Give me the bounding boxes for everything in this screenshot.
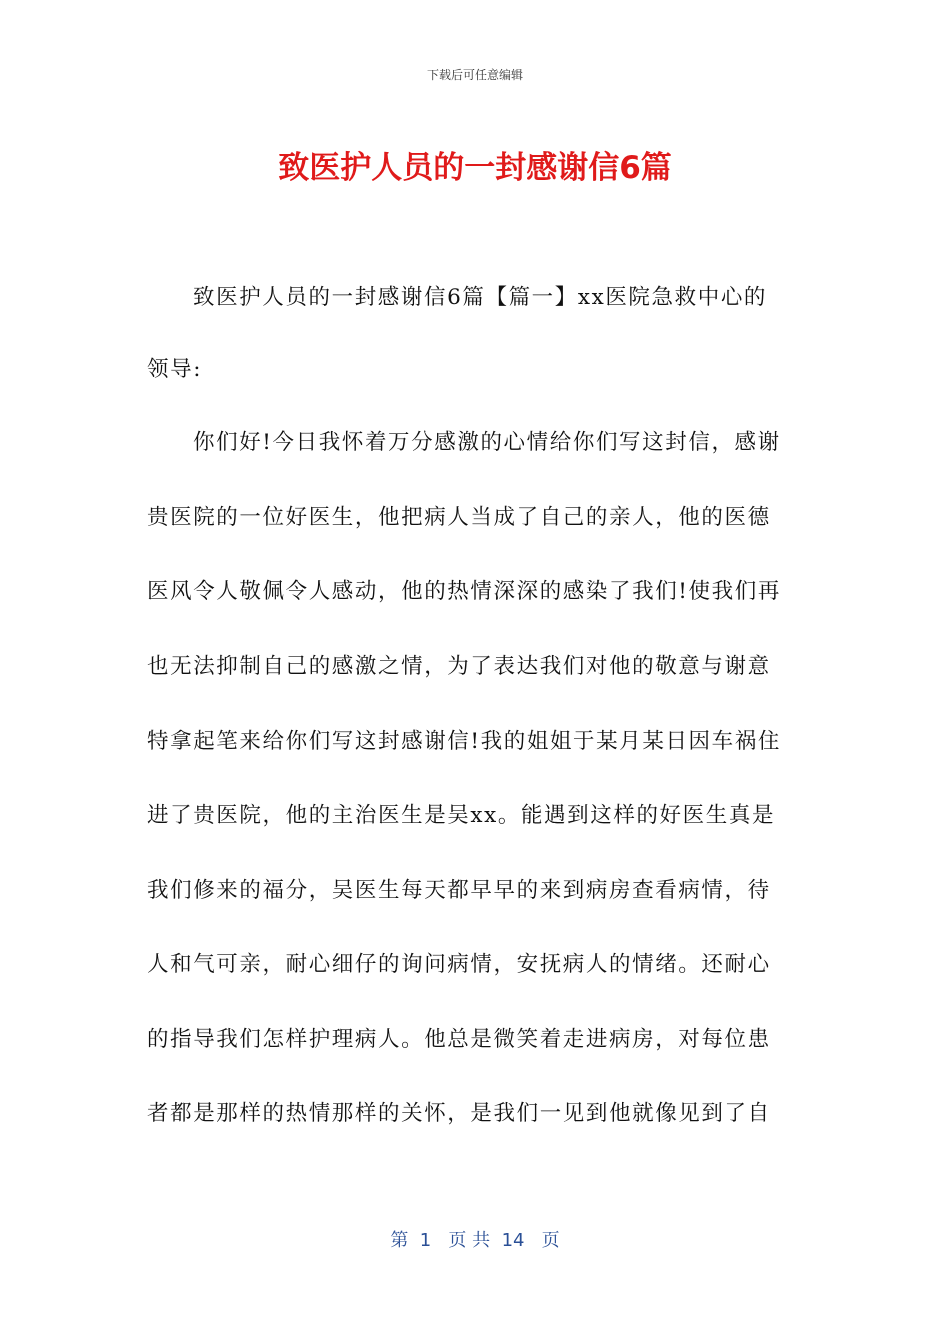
body-line: 贵医院的一位好医生，他把病人当成了自己的亲人，他的医德 (147, 505, 771, 530)
body-line: 领导: (147, 357, 203, 382)
body-line: 也无法抑制自己的感激之情，为了表达我们对他的敬意与谢意 (147, 654, 771, 679)
body-line: 的指导我们怎样护理病人。他总是微笑着走进病房，对每位患 (147, 1027, 771, 1052)
body-line: 者都是那样的热情那样的关怀，是我们一见到他就像见到了自 (147, 1101, 771, 1126)
header-note: 下载后可任意编辑 (426, 68, 523, 82)
document-title: 致医护人员的一封感谢信6篇 (278, 150, 672, 186)
body-line: 进了贵医院，他的主治医生是吴xx。能遇到这样的好医生真是 (147, 803, 776, 828)
body-line: 我们修来的福分，吴医生每天都早早的来到病房查看病情，待 (147, 878, 771, 903)
body-line: 人和气可亲，耐心细仔的询问病情，安抚病人的情绪。还耐心 (147, 952, 771, 977)
body-line: 你们好!今日我怀着万分感激的心情给你们写这封信，感谢 (193, 430, 781, 455)
body-line: 致医护人员的一封感谢信6篇【篇一】xx医院急救中心的 (193, 285, 768, 310)
page-number-footer: 第 1 页 共 14 页 (390, 1230, 560, 1251)
body-line: 特拿起笔来给你们写这封感谢信!我的姐姐于某月某日因车祸住 (147, 729, 781, 754)
body-line: 医风令人敬佩令人感动，他的热情深深的感染了我们!使我们再 (147, 579, 781, 604)
